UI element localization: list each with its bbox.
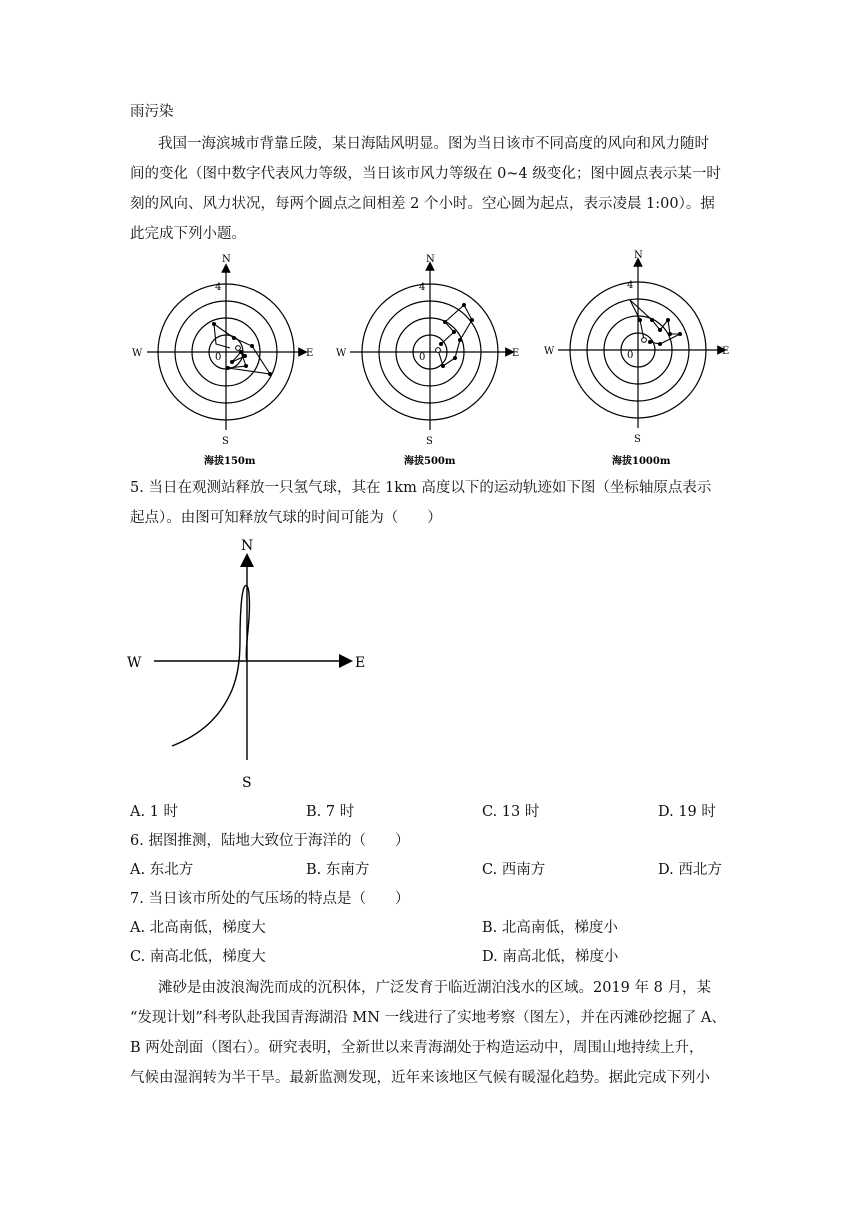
rose1-s: S: [222, 436, 229, 447]
rose2-s: S: [426, 436, 433, 447]
q7-option-d[interactable]: D. 南高北低，梯度小: [482, 949, 619, 965]
rose1-0: 0: [215, 352, 222, 363]
rose1-e: E: [306, 348, 314, 359]
q6-option-c[interactable]: C. 西南方: [482, 862, 546, 878]
q7-stem: 7. 当日该市所处的气压场的特点是（ ）: [130, 891, 410, 907]
q5-option-b[interactable]: B. 7 时: [306, 804, 355, 820]
rose1-n: N: [222, 254, 231, 265]
q7-option-b[interactable]: B. 北高南低，梯度小: [482, 920, 618, 936]
rose3-4: 4: [627, 280, 634, 291]
rose3-0: 0: [627, 350, 634, 361]
rose2-0: 0: [419, 352, 426, 363]
passage2-line-1: 滩砂是由波浪淘洗而成的沉积体，广泛发育于临近湖泊浅水的区域。2019 年 8 月，某: [158, 980, 711, 996]
rose2-n: N: [426, 254, 435, 265]
wind-rose-500m: [336, 254, 519, 467]
q6-option-d[interactable]: D. 西北方: [658, 862, 722, 878]
q5-option-c[interactable]: C. 13 时: [482, 804, 540, 820]
q7-option-a[interactable]: A. 北高南低，梯度大: [130, 920, 266, 936]
passage2-line-2: “发现计划”科考队赴我国青海湖沿 MN 一线进行了实地考察（图左），并在丙滩砂挖掘了 A、: [130, 1010, 726, 1026]
passage1-line-4: 此完成下列小题。: [130, 226, 246, 242]
q5-stem-line-2: 起点）。由图可知释放气球的时间可能为（ ）: [130, 510, 442, 526]
q5-stem-line-1: 5. 当日在观测站释放一只氢气球，其在 1km 高度以下的运动轨迹如下图（坐标轴原点表示: [130, 480, 712, 496]
traj-e: E: [355, 655, 366, 671]
wind-rose-figure: [0, 245, 860, 475]
traj-s: S: [242, 775, 252, 790]
passage1-line-2: 间的变化（图中数字代表风力等级，当日该市风力等级在 0~4 级变化；图中圆点表示某一时: [130, 166, 721, 182]
rose2-caption: 海拔500m: [404, 456, 456, 467]
rose1-4: 4: [215, 282, 222, 293]
rose3-caption: 海拔1000m: [612, 456, 671, 467]
rose2-w: W: [336, 348, 347, 359]
passage1-line-1: 我国一海滨城市背靠丘陵，某日海陆风明显。图为当日该市不同高度的风向和风力随时: [158, 136, 709, 152]
q5-option-a[interactable]: A. 1 时: [130, 804, 179, 820]
traj-w: W: [127, 655, 142, 671]
rose3-w: W: [544, 346, 555, 357]
rose3-s: S: [634, 434, 641, 445]
rose1-caption: 海拔150m: [204, 456, 256, 467]
balloon-trajectory-figure: [120, 530, 380, 790]
rose2-e: E: [512, 348, 520, 359]
q7-option-c[interactable]: C. 南高北低，梯度大: [130, 949, 266, 965]
rose3-n: N: [634, 250, 643, 261]
passage2-line-3: B 两处剖面（图右）。研究表明，全新世以来青海湖处于构造运动中，周围山地持续上升，: [130, 1040, 704, 1056]
q6-option-b[interactable]: B. 东南方: [306, 862, 370, 878]
wind-rose-1000m: [544, 250, 729, 467]
intro-tail: 雨污染: [130, 104, 174, 120]
q6-option-a[interactable]: A. 东北方: [130, 862, 194, 878]
traj-n: N: [241, 538, 254, 554]
rose3-e: E: [722, 346, 730, 357]
rose1-w: W: [132, 348, 143, 359]
wind-rose-150m: [132, 254, 313, 467]
q6-stem: 6. 据图推测，陆地大致位于海洋的（ ）: [130, 833, 410, 849]
passage1-line-3: 刻的风向、风力状况，每两个圆点之间相差 2 个小时。空心圆为起点，表示凌晨 1:00）。据: [130, 196, 715, 212]
passage2-line-4: 气候由湿润转为半干旱。最新监测发现，近年来该地区气候有暖湿化趋势。据此完成下列小: [130, 1070, 710, 1086]
q5-option-d[interactable]: D. 19 时: [658, 804, 716, 820]
rose2-4: 4: [419, 282, 426, 293]
